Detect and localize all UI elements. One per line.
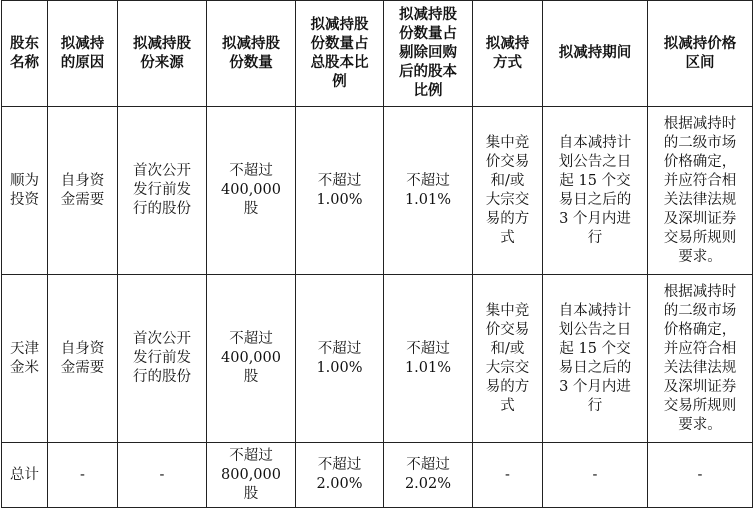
cell-price-range: 根据减持时 的二级市场 价格确定， 并应符合相 关法律法规 及深圳证券 交易所规则 要求。 (648, 275, 753, 443)
header-row (2, 1, 753, 107)
header-share-source: 拟减持股 份来源 (118, 1, 207, 107)
cell-total-period: - (543, 443, 648, 508)
share-reduction-plan-table (1, 0, 753, 508)
cell-share-quantity: 不超过 400,000 股 (207, 275, 296, 443)
cell-share-source: 首次公开 发行前发 行的股份 (118, 107, 207, 275)
cell-ratio-total-capital: 不超过 1.00% (296, 275, 384, 443)
cell-reason: 自身资 金需要 (48, 275, 118, 443)
cell-period: 自本减持计 划公告之日 起 15 个交 易日之后的 3 个月内进 行 (543, 275, 648, 443)
header-price-range: 拟减持价格 区间 (648, 1, 753, 107)
header-reason: 拟减持 的原因 (48, 1, 118, 107)
table-row (2, 275, 753, 443)
cell-total-ratio-total-capital: 不超过 2.00% (296, 443, 384, 508)
total-row (2, 443, 753, 508)
header-share-quantity: 拟减持股 份数量 (207, 1, 296, 107)
cell-method: 集中竞 价交易 和/或 大宗交 易的方 式 (473, 275, 543, 443)
cell-shareholder-name: 顺为 投资 (2, 107, 48, 275)
cell-shareholder-name: 天津 金米 (2, 275, 48, 443)
cell-share-source: 首次公开 发行前发 行的股份 (118, 275, 207, 443)
header-shareholder-name: 股东 名称 (2, 1, 48, 107)
cell-ratio-ex-buyback: 不超过 1.01% (384, 275, 473, 443)
cell-ratio-total-capital: 不超过 1.00% (296, 107, 384, 275)
cell-price-range: 根据减持时 的二级市场 价格确定， 并应符合相 关法律法规 及深圳证券 交易所规则 要求。 (648, 107, 753, 275)
header-method: 拟减持 方式 (473, 1, 543, 107)
cell-total-quantity: 不超过 800,000 股 (207, 443, 296, 508)
table-row (2, 107, 753, 275)
cell-total-ratio-ex-buyback: 不超过 2.02% (384, 443, 473, 508)
cell-reason: 自身资 金需要 (48, 107, 118, 275)
cell-total-label: 总计 (2, 443, 48, 508)
cell-ratio-ex-buyback: 不超过 1.01% (384, 107, 473, 275)
cell-total-reason: - (48, 443, 118, 508)
cell-total-method: - (473, 443, 543, 508)
cell-total-price-range: - (648, 443, 753, 508)
cell-total-source: - (118, 443, 207, 508)
header-period: 拟减持期间 (543, 1, 648, 107)
cell-method: 集中竞 价交易 和/或 大宗交 易的方 式 (473, 107, 543, 275)
header-ratio-total-capital: 拟减持股 份数量占 总股本比 例 (296, 1, 384, 107)
cell-period: 自本减持计 划公告之日 起 15 个交 易日之后的 3 个月内进 行 (543, 107, 648, 275)
cell-share-quantity: 不超过 400,000 股 (207, 107, 296, 275)
header-ratio-ex-buyback: 拟减持股 份数量占 剔除回购 后的股本 比例 (384, 1, 473, 107)
